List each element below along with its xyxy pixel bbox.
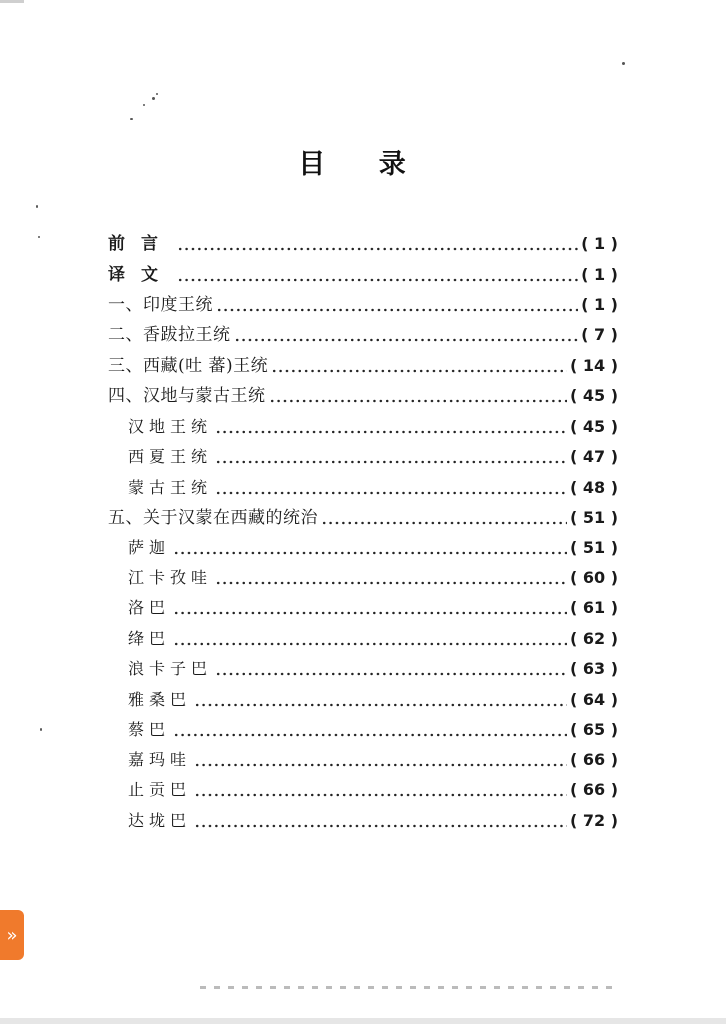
toc-entry[interactable] (0, 593, 618, 623)
toc-entry-label: 萨迦 (128, 538, 171, 557)
scan-speck (152, 97, 155, 100)
toc-entry-page: ( 72 ) (569, 811, 618, 830)
toc-entry-page: ( 65 ) (569, 720, 618, 739)
toc-entry-label: 译文 (108, 265, 174, 285)
dot-leader (177, 260, 578, 290)
dot-leader (216, 290, 578, 320)
dot-leader (215, 473, 567, 503)
toc-entry-label: 五、关于汉蒙在西藏的统治 (108, 508, 318, 528)
toc-entry-page: ( 64 ) (569, 690, 618, 709)
dot-leader (194, 685, 567, 715)
toc-entry-label: 蔡巴 (128, 720, 171, 739)
toc-entry[interactable] (0, 381, 618, 411)
toc-entry-label: 一、印度王统 (108, 295, 213, 315)
toc-entry[interactable] (0, 806, 618, 836)
dot-leader (177, 229, 578, 259)
toc-entry-label: 蒙古王统 (128, 478, 213, 497)
toc-entry-label: 绛巴 (128, 629, 171, 648)
toc-entry[interactable] (0, 229, 618, 259)
toc-entry-label: 浪卡子巴 (128, 659, 213, 678)
dot-leader (215, 654, 567, 684)
toc-entry[interactable] (0, 503, 618, 533)
toc-entry-label: 西夏王统 (128, 447, 213, 466)
toc-entry[interactable] (0, 715, 618, 745)
toc-entry[interactable] (0, 442, 618, 472)
scan-speck (143, 104, 145, 106)
dot-leader (271, 351, 567, 381)
toc-entry[interactable] (0, 563, 618, 593)
toc-entry-page: ( 45 ) (569, 417, 618, 436)
toc-entry-page: ( 62 ) (569, 629, 618, 648)
dot-leader (173, 715, 567, 745)
dot-leader (215, 412, 567, 442)
toc-entry[interactable] (0, 745, 618, 775)
dot-leader (194, 775, 567, 805)
toc-entry-label: 止贡巴 (128, 780, 192, 799)
toc-entry-label: 嘉玛哇 (128, 750, 192, 769)
expand-tab-button[interactable] (0, 910, 24, 960)
toc-entry-page: ( 7 ) (581, 325, 618, 344)
toc-entry[interactable] (0, 351, 618, 381)
toc-entry-page: ( 51 ) (569, 508, 618, 527)
toc-entry-label: 雅桑巴 (128, 690, 192, 709)
toc-entry-page: ( 14 ) (569, 356, 618, 375)
dot-leader (215, 442, 567, 472)
toc-entry-page: ( 47 ) (569, 447, 618, 466)
toc-entry-label: 洛巴 (128, 598, 171, 617)
toc-entry-page: ( 1 ) (581, 234, 618, 253)
toc-entry[interactable] (0, 654, 618, 684)
toc-entry[interactable] (0, 473, 618, 503)
toc-entry-label: 江卡孜哇 (128, 568, 213, 587)
scan-speck (130, 118, 133, 120)
toc-entry-label: 三、西藏(吐 蕃)王统 (108, 356, 269, 376)
dot-leader (194, 745, 567, 775)
scan-speck (622, 62, 625, 65)
scan-speck (156, 93, 158, 95)
scan-speck (36, 205, 38, 208)
dot-leader (234, 320, 579, 350)
dot-leader (173, 593, 567, 623)
toc-entry-page: ( 66 ) (569, 780, 618, 799)
toc-entry[interactable] (0, 624, 618, 654)
toc-entry-page: ( 66 ) (569, 750, 618, 769)
toc-entry-label: 二、香跋拉王统 (108, 325, 231, 345)
double-chevron-right-icon: » (6, 924, 18, 946)
toc-entry-page: ( 51 ) (569, 538, 618, 557)
scan-artifact (200, 986, 620, 989)
toc-entry-page: ( 1 ) (581, 265, 618, 284)
toc-entry[interactable] (0, 533, 618, 563)
toc-entry-page: ( 45 ) (569, 386, 618, 405)
toc-entry[interactable] (0, 412, 618, 442)
toc-entry-page: ( 60 ) (569, 568, 618, 587)
toc-entry[interactable] (0, 685, 618, 715)
page-edge (0, 1018, 726, 1024)
dot-leader (173, 624, 567, 654)
page-edge (0, 0, 24, 3)
dot-leader (269, 381, 567, 411)
toc-entry-page: ( 1 ) (581, 295, 618, 314)
toc-entry-label: 达垅巴 (128, 811, 192, 830)
toc-entry-page: ( 48 ) (569, 478, 618, 497)
toc-entry[interactable] (0, 320, 618, 350)
page-title: 目 录 (298, 149, 428, 180)
toc-entry[interactable] (0, 290, 618, 320)
toc-entry-page: ( 61 ) (569, 598, 618, 617)
toc-entry[interactable] (0, 775, 618, 805)
toc-entry-label: 前言 (108, 234, 174, 254)
dot-leader (194, 806, 567, 836)
toc-entry-label: 四、汉地与蒙古王统 (108, 386, 266, 406)
dot-leader (321, 503, 567, 533)
dot-leader (215, 563, 567, 593)
dot-leader (173, 533, 567, 563)
toc-entry[interactable] (0, 260, 618, 290)
toc-entry-label: 汉地王统 (128, 417, 213, 436)
toc-entry-page: ( 63 ) (569, 659, 618, 678)
